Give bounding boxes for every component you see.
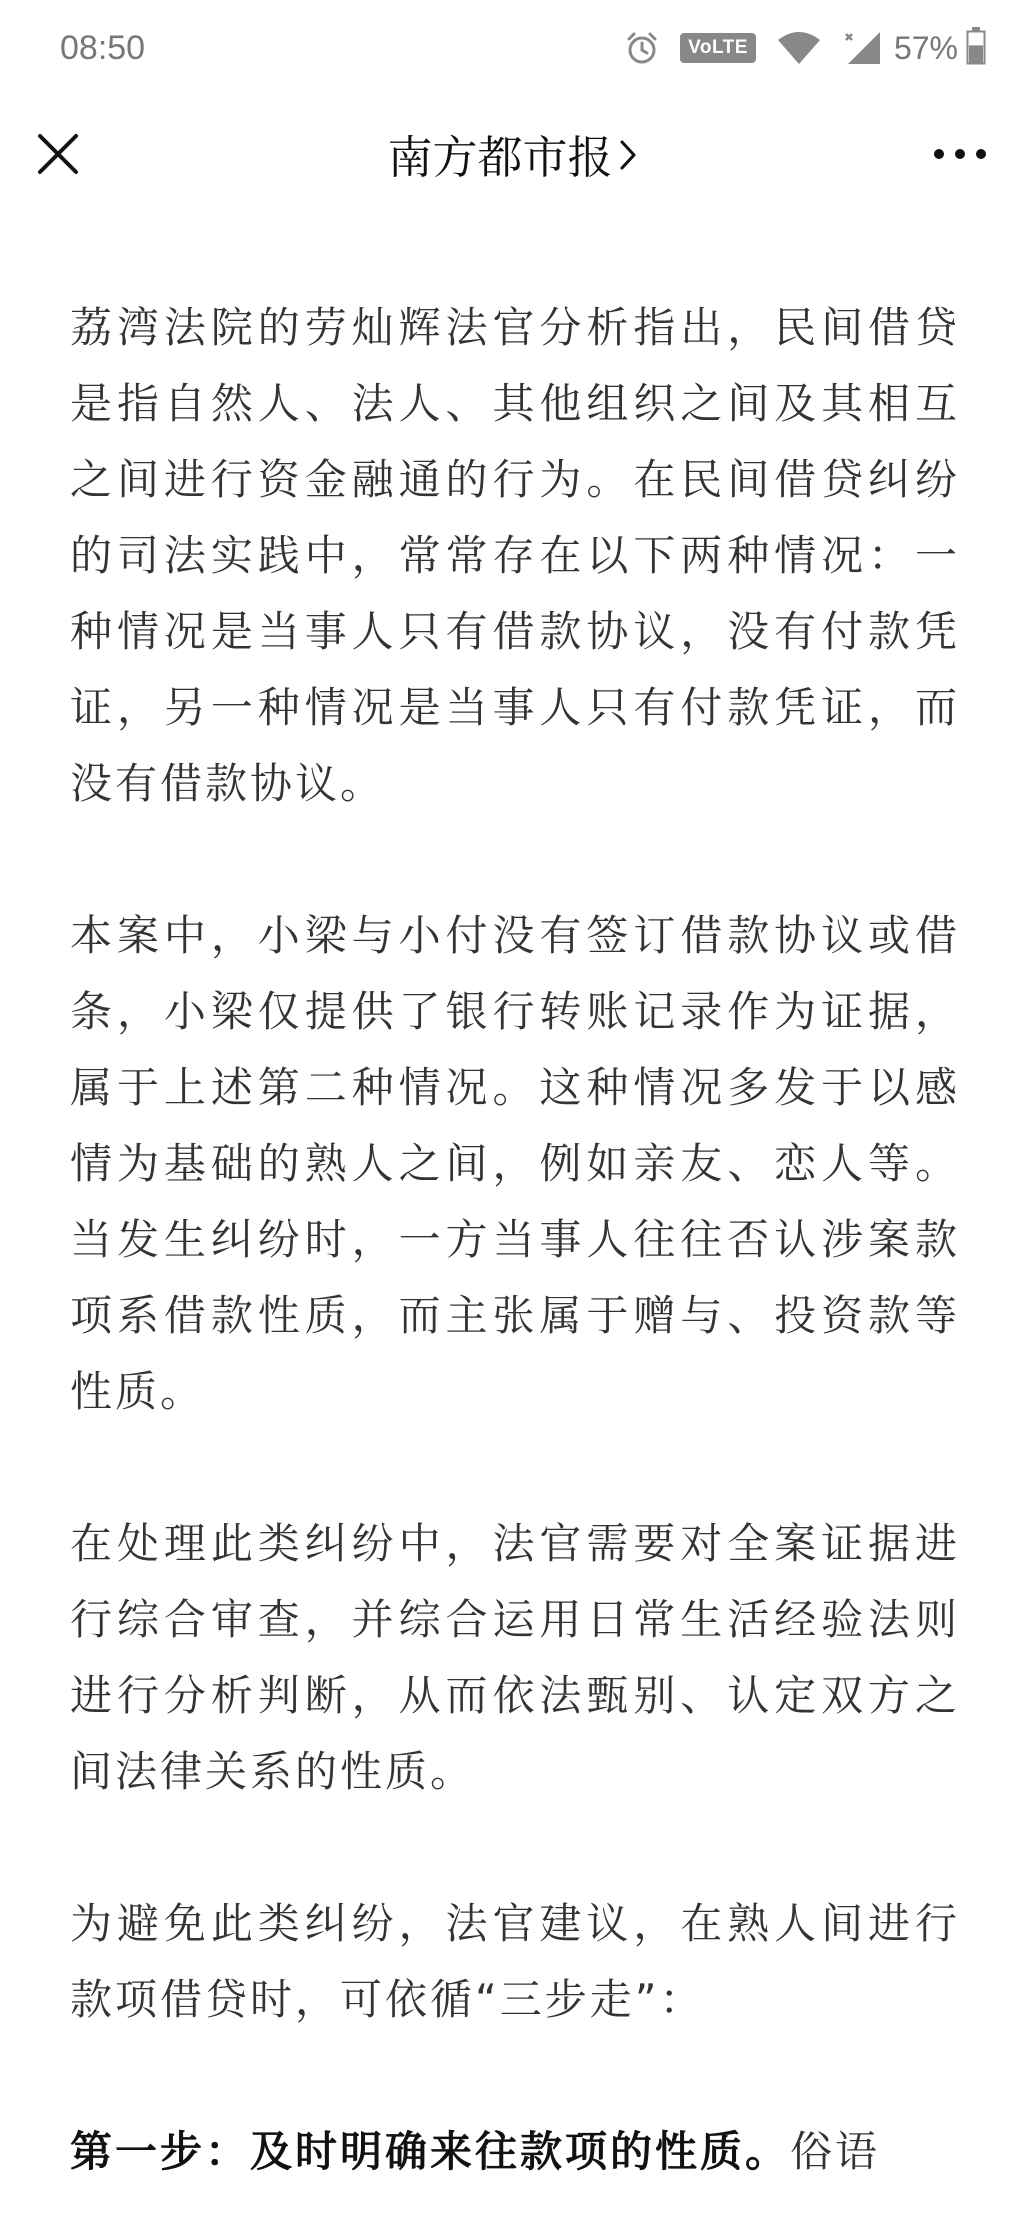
step1-heading: 第一步：及时明确来往款项的性质。 (70, 2127, 791, 2176)
account-title-link[interactable] (0, 126, 1024, 188)
article-paragraph: 本案中，小梁与小付没有签订借款协议或借条，小梁仅提供了银行转账记录作为证据，属于上述第二种情况。这种情况多发于以感情为基础的熟人之间，例如亲友、恋人等。当发生纠纷时，一方当事人往往否认涉案款项系借款性质，而主张属于赠与、投资款等性质。 (70, 911, 960, 1416)
wifi-icon (776, 30, 822, 66)
signal-icon (842, 28, 882, 68)
article-paragraph: 荔湾法院的劳灿辉法官分析指出，民间借贷是指自然人、法人、其他组织之间及其相互之间进行资金融通的行为。在民间借贷纠纷的司法实践中，常常存在以下两种情况：一种情况是当事人只有借款协议，没有付款凭证，另一种情况是当事人只有付款凭证，而没有借款协议。 (70, 303, 960, 808)
account-name: 南方都市报 (387, 131, 613, 184)
article-body (70, 290, 960, 2219)
battery-icon (966, 27, 986, 69)
status-icons (624, 24, 986, 72)
chevron-right-icon (619, 126, 637, 186)
volte-badge: VoLTE (680, 33, 756, 63)
step1-text: 俗语 (790, 2127, 881, 2176)
article-paragraph: 为避免此类纠纷，法官建议，在熟人间进行款项借贷时，可依循“三步走”： (70, 1899, 960, 2024)
status-time: 08:50 (60, 29, 146, 67)
article-paragraph: 在处理此类纠纷中，法官需要对全案证据进行综合审查，并综合运用日常生活经验法则进行分析判断，从而依法甄别、认定双方之间法律关系的性质。 (70, 1519, 960, 1796)
status-bar (0, 0, 1024, 96)
nav-bar (0, 96, 1024, 224)
article-paragraph-step1 (70, 2114, 960, 2190)
more-icon (932, 147, 988, 161)
alarm-icon (624, 30, 660, 66)
more-button[interactable] (920, 124, 1000, 184)
battery-percent: 57% (893, 29, 958, 66)
